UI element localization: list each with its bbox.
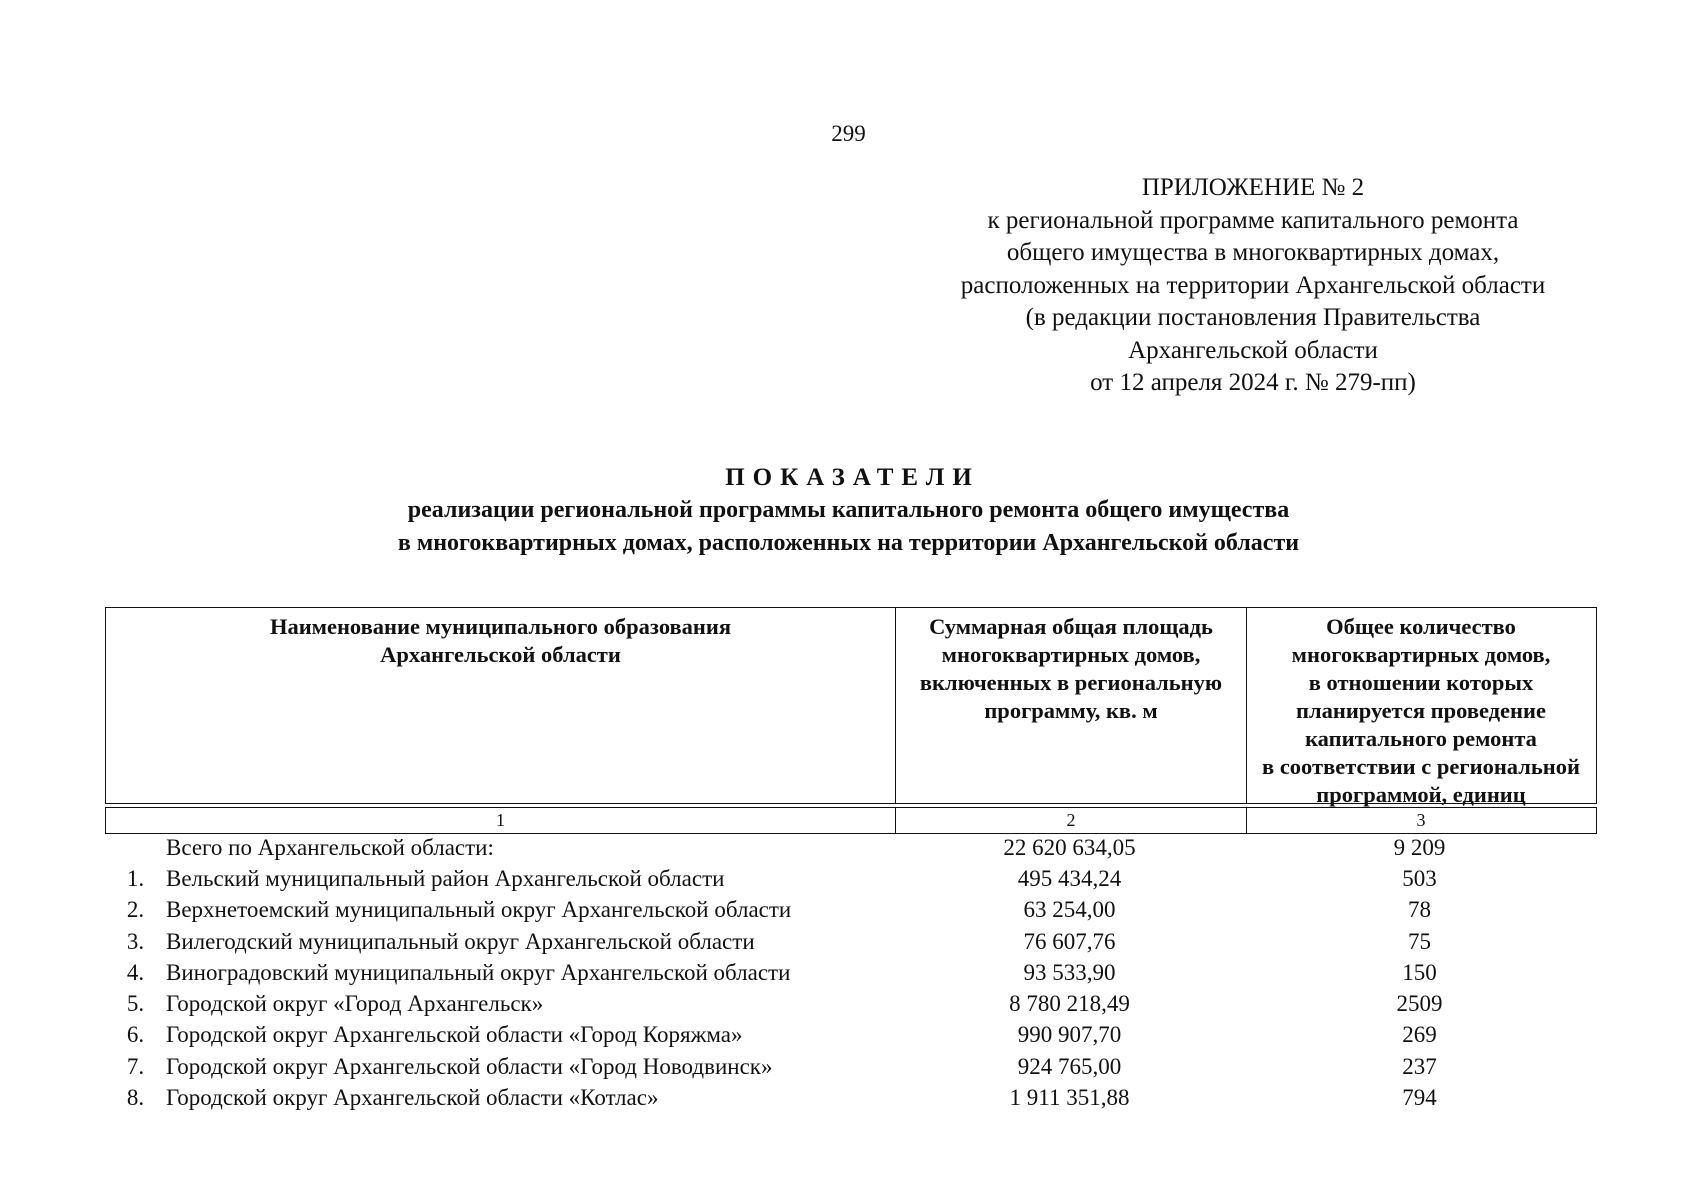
appendix-line: Архангельской области <box>1128 336 1378 364</box>
indicators-table <box>105 607 1597 834</box>
row-municipality-name: Виноградовский муниципальный округ Архангельской области <box>166 959 791 985</box>
row-index: 3. <box>126 928 145 954</box>
row-municipality-name: Всего по Архангельской области: <box>166 834 494 860</box>
appendix-line: от 12 апреля 2024 г. № 279-пп) <box>1090 369 1416 396</box>
row-total-area: 924 765,00 <box>1017 1053 1122 1079</box>
row-total-area: 495 434,24 <box>1017 865 1122 891</box>
row-total-area: 990 907,70 <box>1017 1022 1122 1048</box>
row-building-count: 78 <box>1408 897 1431 923</box>
row-index: 2. <box>126 897 145 923</box>
table-row <box>105 1051 1597 1082</box>
table-row <box>105 863 1597 894</box>
row-total-area: 93 533,90 <box>1023 959 1116 985</box>
row-total-area: 1 911 351,88 <box>1009 1085 1130 1111</box>
row-municipality-name: Городской округ Архангельской области «Город Новодвинск» <box>166 1053 773 1079</box>
row-municipality-name: Верхнетоемский муниципальный округ Архангельской области <box>166 897 792 923</box>
document-title <box>0 462 1697 560</box>
row-building-count: 794 <box>1402 1085 1437 1111</box>
table-body <box>105 832 1597 1114</box>
title-subtitle-line-1: реализации региональной программы капитального ремонта общего имущества <box>407 497 1290 523</box>
header-municipality: Наименование муниципального образования Архангельской области <box>269 614 732 667</box>
table-header-row <box>105 607 1597 807</box>
column-number: 3 <box>1246 808 1595 833</box>
row-total-area: 76 607,76 <box>1023 928 1116 954</box>
row-building-count: 75 <box>1408 928 1431 954</box>
row-building-count: 269 <box>1402 1022 1437 1048</box>
row-index: 4. <box>126 959 145 985</box>
table-row <box>105 895 1597 926</box>
header-building-count: Общее количество многоквартирных домов, в отношении которых планируется проведение капитального ремонта в соответствии с региональной программой, единиц <box>1246 608 1595 803</box>
appendix-line: к региональной программе капитального ремонта <box>987 206 1519 234</box>
column-number-row <box>105 807 1597 834</box>
row-index: 6. <box>126 1022 145 1048</box>
appendix-header <box>913 172 1593 400</box>
table-row <box>105 988 1597 1019</box>
row-total-area: 8 780 218,49 <box>1009 991 1130 1017</box>
appendix-line: расположенных на территории Архангельской области <box>960 271 1546 299</box>
row-municipality-name: Вилегодский муниципальный округ Архангельской области <box>166 928 755 954</box>
row-building-count: 237 <box>1402 1053 1437 1079</box>
row-municipality-name: Городской округ «Город Архангельск» <box>166 991 544 1017</box>
column-number: 1 <box>496 810 505 830</box>
column-number: 2 <box>895 808 1246 833</box>
table-row-total <box>105 832 1597 863</box>
appendix-title: ПРИЛОЖЕНИЕ № 2 <box>1141 174 1365 201</box>
row-index: 7. <box>126 1053 145 1079</box>
row-index: 1. <box>126 865 145 891</box>
table-row <box>105 957 1597 988</box>
table-row <box>105 926 1597 957</box>
table-row <box>105 1082 1597 1113</box>
appendix-line: (в редакции постановления Правительства <box>1025 304 1481 331</box>
page-number: 299 <box>831 121 866 146</box>
row-municipality-name: Городской округ Архангельской области «Город Коряжма» <box>166 1022 743 1048</box>
row-municipality-name: Вельский муниципальный район Архангельской области <box>166 865 725 891</box>
row-building-count: 503 <box>1402 865 1437 891</box>
title-subtitle-line-2: в многоквартирных домах, расположенных на территории Архангельской области <box>397 530 1300 556</box>
row-index: 8. <box>126 1085 145 1111</box>
row-building-count: 9 209 <box>1393 834 1446 860</box>
row-building-count: 150 <box>1402 959 1437 985</box>
table-row <box>105 1020 1597 1051</box>
row-municipality-name: Городской округ Архангельской области «Котлас» <box>166 1085 659 1111</box>
row-building-count: 2509 <box>1396 991 1443 1017</box>
row-index: 5. <box>126 991 145 1017</box>
title-main: ПОКАЗАТЕЛИ <box>725 464 980 491</box>
appendix-line: общего имущества в многоквартирных домах, <box>1006 239 1500 266</box>
row-total-area: 63 254,00 <box>1023 897 1116 923</box>
header-total-area: Суммарная общая площадь многоквартирных домов, включенных в региональную программу, кв. м <box>895 608 1246 803</box>
row-total-area: 22 620 634,05 <box>1003 834 1136 860</box>
